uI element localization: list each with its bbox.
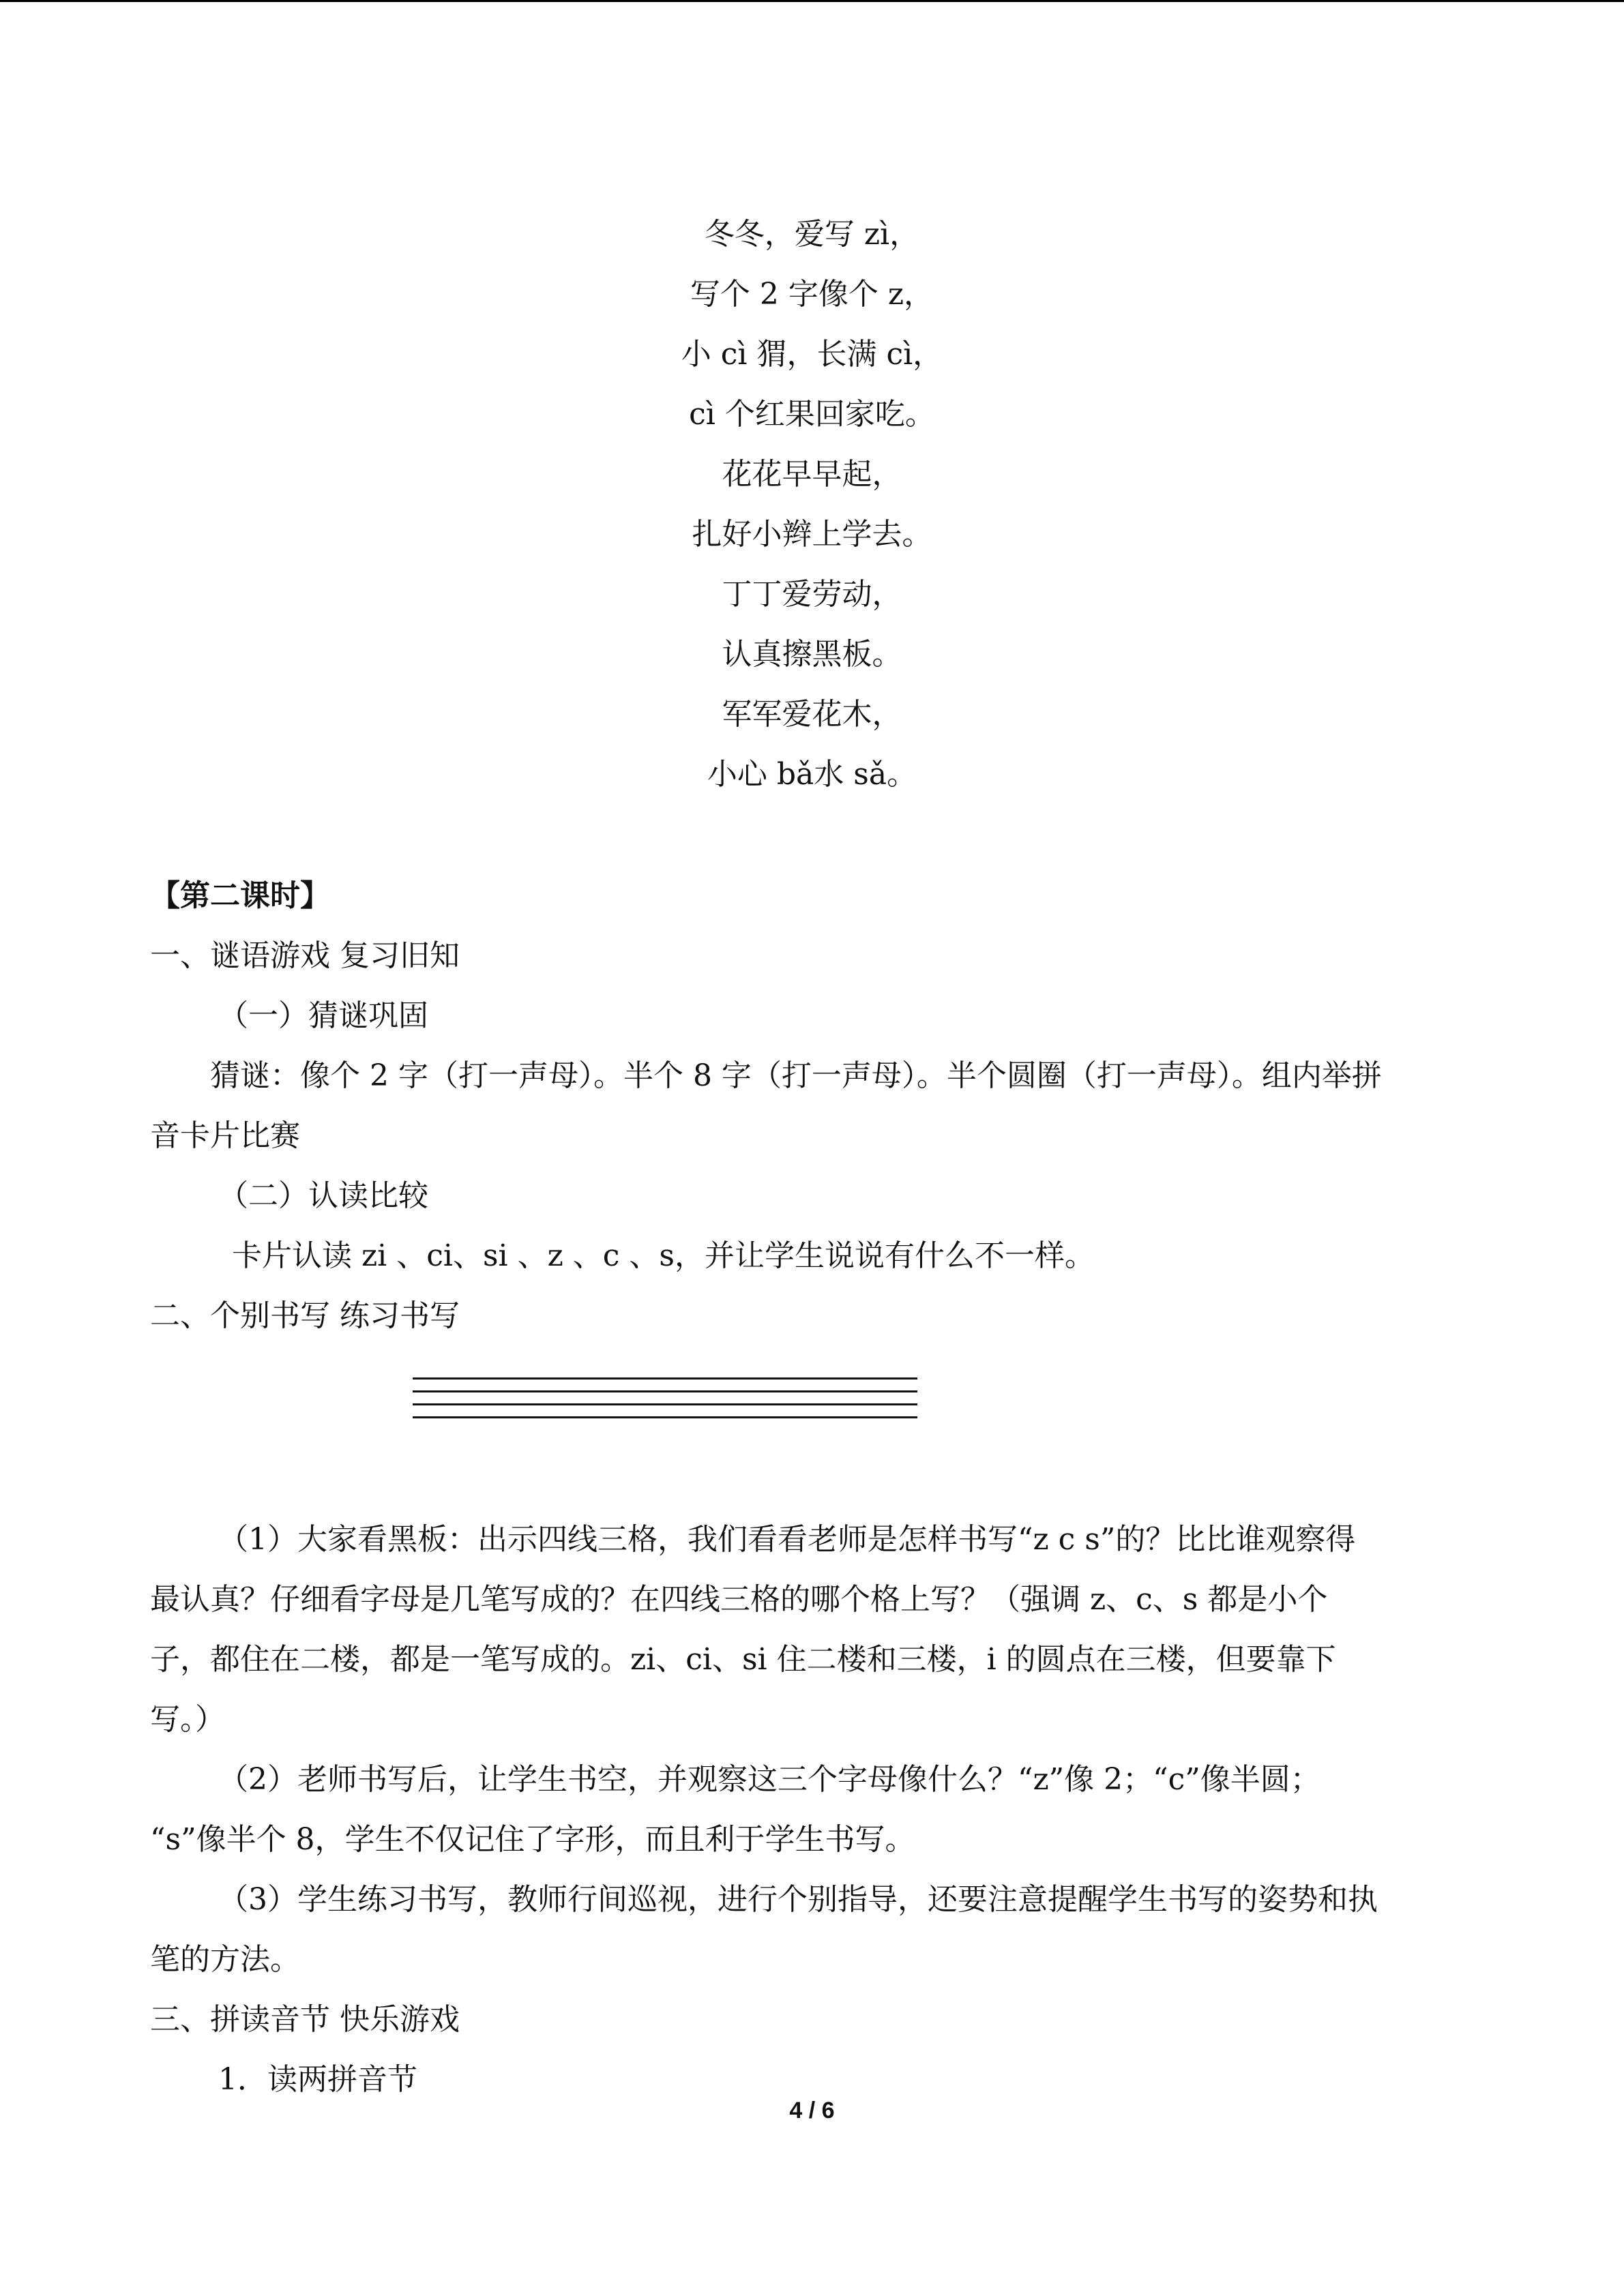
paragraph-line: （2）老师书写后，让学生书空，并观察这三个字母像什么？“z”像 2；“c”像半圆； [218,1762,1320,1797]
four-line-grid [150,1346,1480,1510]
paragraph-line: 笔的方法。 [150,1942,300,1977]
writing-paragraph-2 [150,1750,1480,1870]
poem-line: 冬冬，爱写 zì， [704,217,920,252]
paragraph-line: “s”像半个 8，学生不仅记住了字形，而且利于学生书写。 [150,1822,915,1857]
lesson-heading: 【第二课时】 [150,878,330,913]
riddle-text-line: 猜谜：像个 2 字（打一声母）。半个 8 字（打一声母）。半个圆圈（打一声母）。组内举拼 [210,1058,1382,1093]
nursery-rhyme [0,205,1624,805]
page-number: 4 / 6 [789,2098,835,2123]
paragraph-line: （1）大家看黑板：出示四线三格，我们看看老师是怎样书写“z c s”的？比比谁观察得 [218,1522,1356,1557]
list-item: 1．读两拼音节 [218,2062,417,2097]
paragraph-line: 子，都住在二楼，都是一笔写成的。zi、ci、si 住二楼和三楼，i 的圆点在三楼，但要靠下 [150,1642,1336,1677]
card-reading-text: 卡片认读 zi 、ci、si 、z 、c 、s，并让学生说说有什么不一样。 [232,1238,1095,1273]
poem-line: 丁丁爱劳动， [722,577,902,612]
subsection-riddle: （一）猜谜巩固 [218,998,428,1033]
poem-line: 小 cì 猬，长满 cì， [681,337,943,372]
writing-paragraph-1 [150,1510,1480,1750]
section-title-syllables: 三、拼读音节 快乐游戏 [150,2002,460,2037]
poem-line: 认真擦黑板。 [722,637,902,672]
grid-line [413,1416,917,1418]
section-title-riddle-game: 一、谜语游戏 复习旧知 [150,938,460,973]
poem-line: cì 个红果回家吃。 [689,397,935,432]
poem-line: 军军爱花木， [722,697,902,732]
paragraph-line: 写。） [150,1702,225,1737]
lesson-content [150,866,1480,2110]
poem-line: 花花早早起， [722,457,902,492]
top-border-line [0,0,1624,2]
paragraph-line: 最认真？仔细看字母是几笔写成的？在四线三格的哪个格上写？（强调 z、c、s 都是小个 [150,1582,1328,1617]
grid-line [413,1403,917,1405]
poem-line: 写个 2 字像个 z， [690,277,934,312]
poem-line: 小心 bǎ水 sǎ。 [707,757,917,792]
subsection-compare: （二）认读比较 [218,1178,428,1213]
riddle-text-line: 音卡片比赛 [150,1118,300,1153]
grid-line [413,1390,917,1392]
poem-line: 扎好小辫上学去。 [692,517,932,552]
writing-paragraph-3 [150,1870,1480,1990]
paragraph-line: （3）学生练习书写，教师行间巡视，进行个别指导，还要注意提醒学生书写的姿势和执 [218,1882,1378,1917]
section-title-writing: 二、个别书写 练习书写 [150,1298,460,1333]
grid-line [413,1377,917,1380]
